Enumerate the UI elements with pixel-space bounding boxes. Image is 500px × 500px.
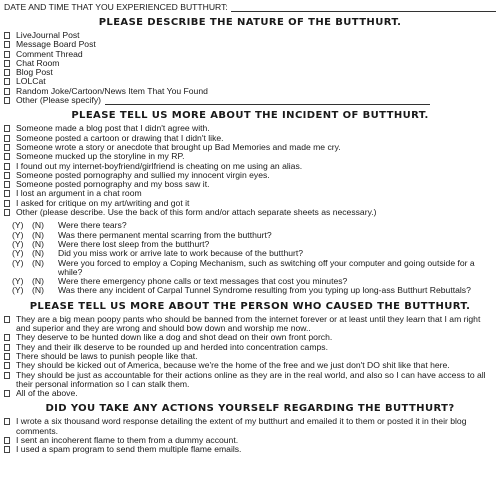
question-text: Were there lost sleep from the butthurt? (58, 238, 210, 249)
action-option[interactable] (4, 445, 496, 454)
yes-option[interactable]: (Y) (12, 248, 24, 259)
checkbox[interactable] (4, 200, 10, 207)
checkbox[interactable] (4, 135, 10, 142)
person-option[interactable] (4, 371, 496, 390)
question-text: Was there permanent mental scarring from the butthurt? (58, 229, 272, 240)
incident-option-other[interactable] (4, 208, 496, 217)
nature-option-other[interactable] (4, 96, 496, 105)
checkbox[interactable] (4, 353, 10, 360)
checkbox[interactable] (4, 446, 10, 453)
yes-option[interactable]: (Y) (12, 257, 24, 268)
action-option-label: I wrote a six thousand word response detailing the extent of my butthurt and emailed it to them or posted it in their blog comments. (16, 416, 467, 436)
nature-option-label: Chat Room (16, 57, 60, 68)
checkbox[interactable] (4, 32, 10, 39)
person-heading: PLEASE TELL US MORE ABOUT THE PERSON WHO CAUSED THE BUTTHURT. (29, 300, 471, 312)
action-option-label: I sent an incoherent flame to them from a dummy account. (16, 434, 239, 445)
checkbox[interactable] (4, 88, 10, 95)
checkbox[interactable] (4, 125, 10, 132)
checkbox[interactable] (4, 78, 10, 85)
no-option[interactable]: (N) (32, 220, 44, 231)
incident-heading: PLEASE TELL US MORE ABOUT THE INCIDENT OF BUTTHURT. (71, 110, 429, 122)
question-text: Were there tears? (58, 220, 127, 231)
person-option-label: All of the above. (16, 388, 78, 399)
incident-option-label: Someone posted pornography and my boss saw it. (16, 179, 210, 190)
no-option[interactable]: (N) (32, 276, 44, 287)
yes-option[interactable]: (Y) (12, 229, 24, 240)
checkbox[interactable] (4, 316, 10, 323)
nature-option-label: LOLCat (16, 76, 46, 87)
incident-option-label: Someone posted a cartoon or drawing that I didn't like. (16, 132, 224, 143)
checkbox[interactable] (4, 60, 10, 67)
nature-option[interactable] (4, 59, 496, 68)
actions-options (4, 417, 496, 454)
yes-option[interactable]: (Y) (12, 220, 24, 231)
nature-options (4, 31, 496, 105)
person-option-label: They should be just as accountable for their actions online as they are in the real world, and also so I can have access to all their personal information so I can stalk them. (16, 369, 486, 389)
action-option[interactable] (4, 417, 496, 436)
nature-option-label: Blog Post (16, 67, 53, 78)
checkbox[interactable] (4, 181, 10, 188)
nature-option-label: Message Board Post (16, 39, 96, 50)
person-options (4, 315, 496, 399)
checkbox[interactable] (4, 41, 10, 48)
checkbox[interactable] (4, 190, 10, 197)
date-time-label: DATE AND TIME THAT YOU EXPERIENCED BUTTHURT: (4, 1, 228, 12)
nature-option[interactable] (4, 50, 496, 59)
nature-option-label: Random Joke/Cartoon/News Item That You Found (16, 85, 208, 96)
no-option[interactable]: (N) (32, 248, 44, 259)
checkbox[interactable] (4, 418, 10, 425)
date-time-field[interactable] (231, 4, 496, 12)
person-option-label: They are a big mean poopy pants who should be banned from the internet forever or at least until they learn that I am right and superior and they are wrong and should bow down and worship me now.. (16, 313, 481, 334)
person-option-label: They and their ilk deserve to be rounded up and herded into concentration camps. (16, 341, 328, 352)
incident-option-label: Other (please describe. Use the back of this form and/or attach separate sheets as necessary.) (16, 207, 377, 218)
person-option[interactable] (4, 315, 496, 334)
nature-option-label: Comment Thread (16, 48, 83, 59)
incident-options (4, 124, 496, 217)
incident-option-label: I found out my internet-boyfriend/girlfriend is cheating on me using an alias. (16, 160, 303, 171)
yes-option[interactable]: (Y) (12, 276, 24, 287)
actions-heading: DID YOU TAKE ANY ACTIONS YOURSELF REGARDING THE BUTTHURT? (45, 403, 455, 415)
yes-no-question (4, 286, 496, 295)
yes-option[interactable]: (Y) (12, 238, 24, 249)
yes-option[interactable]: (Y) (12, 285, 24, 296)
question-text: Were you forced to employ a Coping Mechanism, such as switching off your computer and going outside for a while? (58, 257, 475, 277)
checkbox[interactable] (4, 153, 10, 160)
nature-option-label: LiveJournal Post (16, 30, 80, 40)
checkbox[interactable] (4, 334, 10, 341)
checkbox[interactable] (4, 163, 10, 170)
checkbox[interactable] (4, 372, 10, 379)
checkbox[interactable] (4, 390, 10, 397)
no-option[interactable]: (N) (32, 257, 44, 268)
person-option-label: They deserve to be hunted down like a dog and shot dead on their own front porch. (16, 332, 333, 343)
checkbox[interactable] (4, 344, 10, 351)
checkbox[interactable] (4, 209, 10, 216)
incident-option-label: Someone mucked up the storyline in my RP. (16, 151, 185, 162)
incident-option-label: Someone posted pornography and sullied my innocent virgin eyes. (16, 169, 270, 180)
incident-option-label: Someone wrote a story or anecdote that brought up Bad Memories and made me cry. (16, 141, 341, 152)
nature-option[interactable] (4, 68, 496, 77)
question-text: Did you miss work or arrive late to work because of the butthurt? (58, 248, 304, 259)
no-option[interactable]: (N) (32, 285, 44, 296)
person-option[interactable] (4, 389, 496, 398)
incident-option-label: Someone made a blog post that I didn't agree with. (16, 123, 210, 134)
checkbox[interactable] (4, 97, 10, 104)
question-text: Were there emergency phone calls or text messages that cost you minutes? (58, 276, 348, 287)
incident-option-label: I lost an argument in a chat room (16, 188, 142, 199)
no-option[interactable]: (N) (32, 229, 44, 240)
checkbox[interactable] (4, 144, 10, 151)
yes-no-questions (4, 221, 496, 295)
date-time-row (4, 2, 496, 12)
question-text: Was there any incident of Carpal Tunnel Syndrome resulting from you typing up long-ass Butthurt Rebuttals? (58, 285, 471, 296)
checkbox[interactable] (4, 437, 10, 444)
checkbox[interactable] (4, 172, 10, 179)
person-option-label: There should be laws to punish people like that. (16, 350, 198, 361)
incident-option-label: I asked for critique on my art/writing and got it (16, 197, 190, 208)
action-option-label: I used a spam program to send them multiple flame emails. (16, 444, 242, 455)
no-option[interactable]: (N) (32, 238, 44, 249)
yes-no-question (4, 259, 496, 278)
other-specify-field[interactable] (105, 98, 430, 105)
checkbox[interactable] (4, 362, 10, 369)
nature-option-label: Other (Please specify) (16, 95, 102, 106)
nature-heading: PLEASE DESCRIBE THE NATURE OF THE BUTTHURT. (98, 17, 402, 28)
checkbox[interactable] (4, 69, 10, 76)
checkbox[interactable] (4, 51, 10, 58)
person-option-label: They should be kicked out of America, because we're the home of the free and we just don't DO shit like that here. (16, 360, 450, 371)
